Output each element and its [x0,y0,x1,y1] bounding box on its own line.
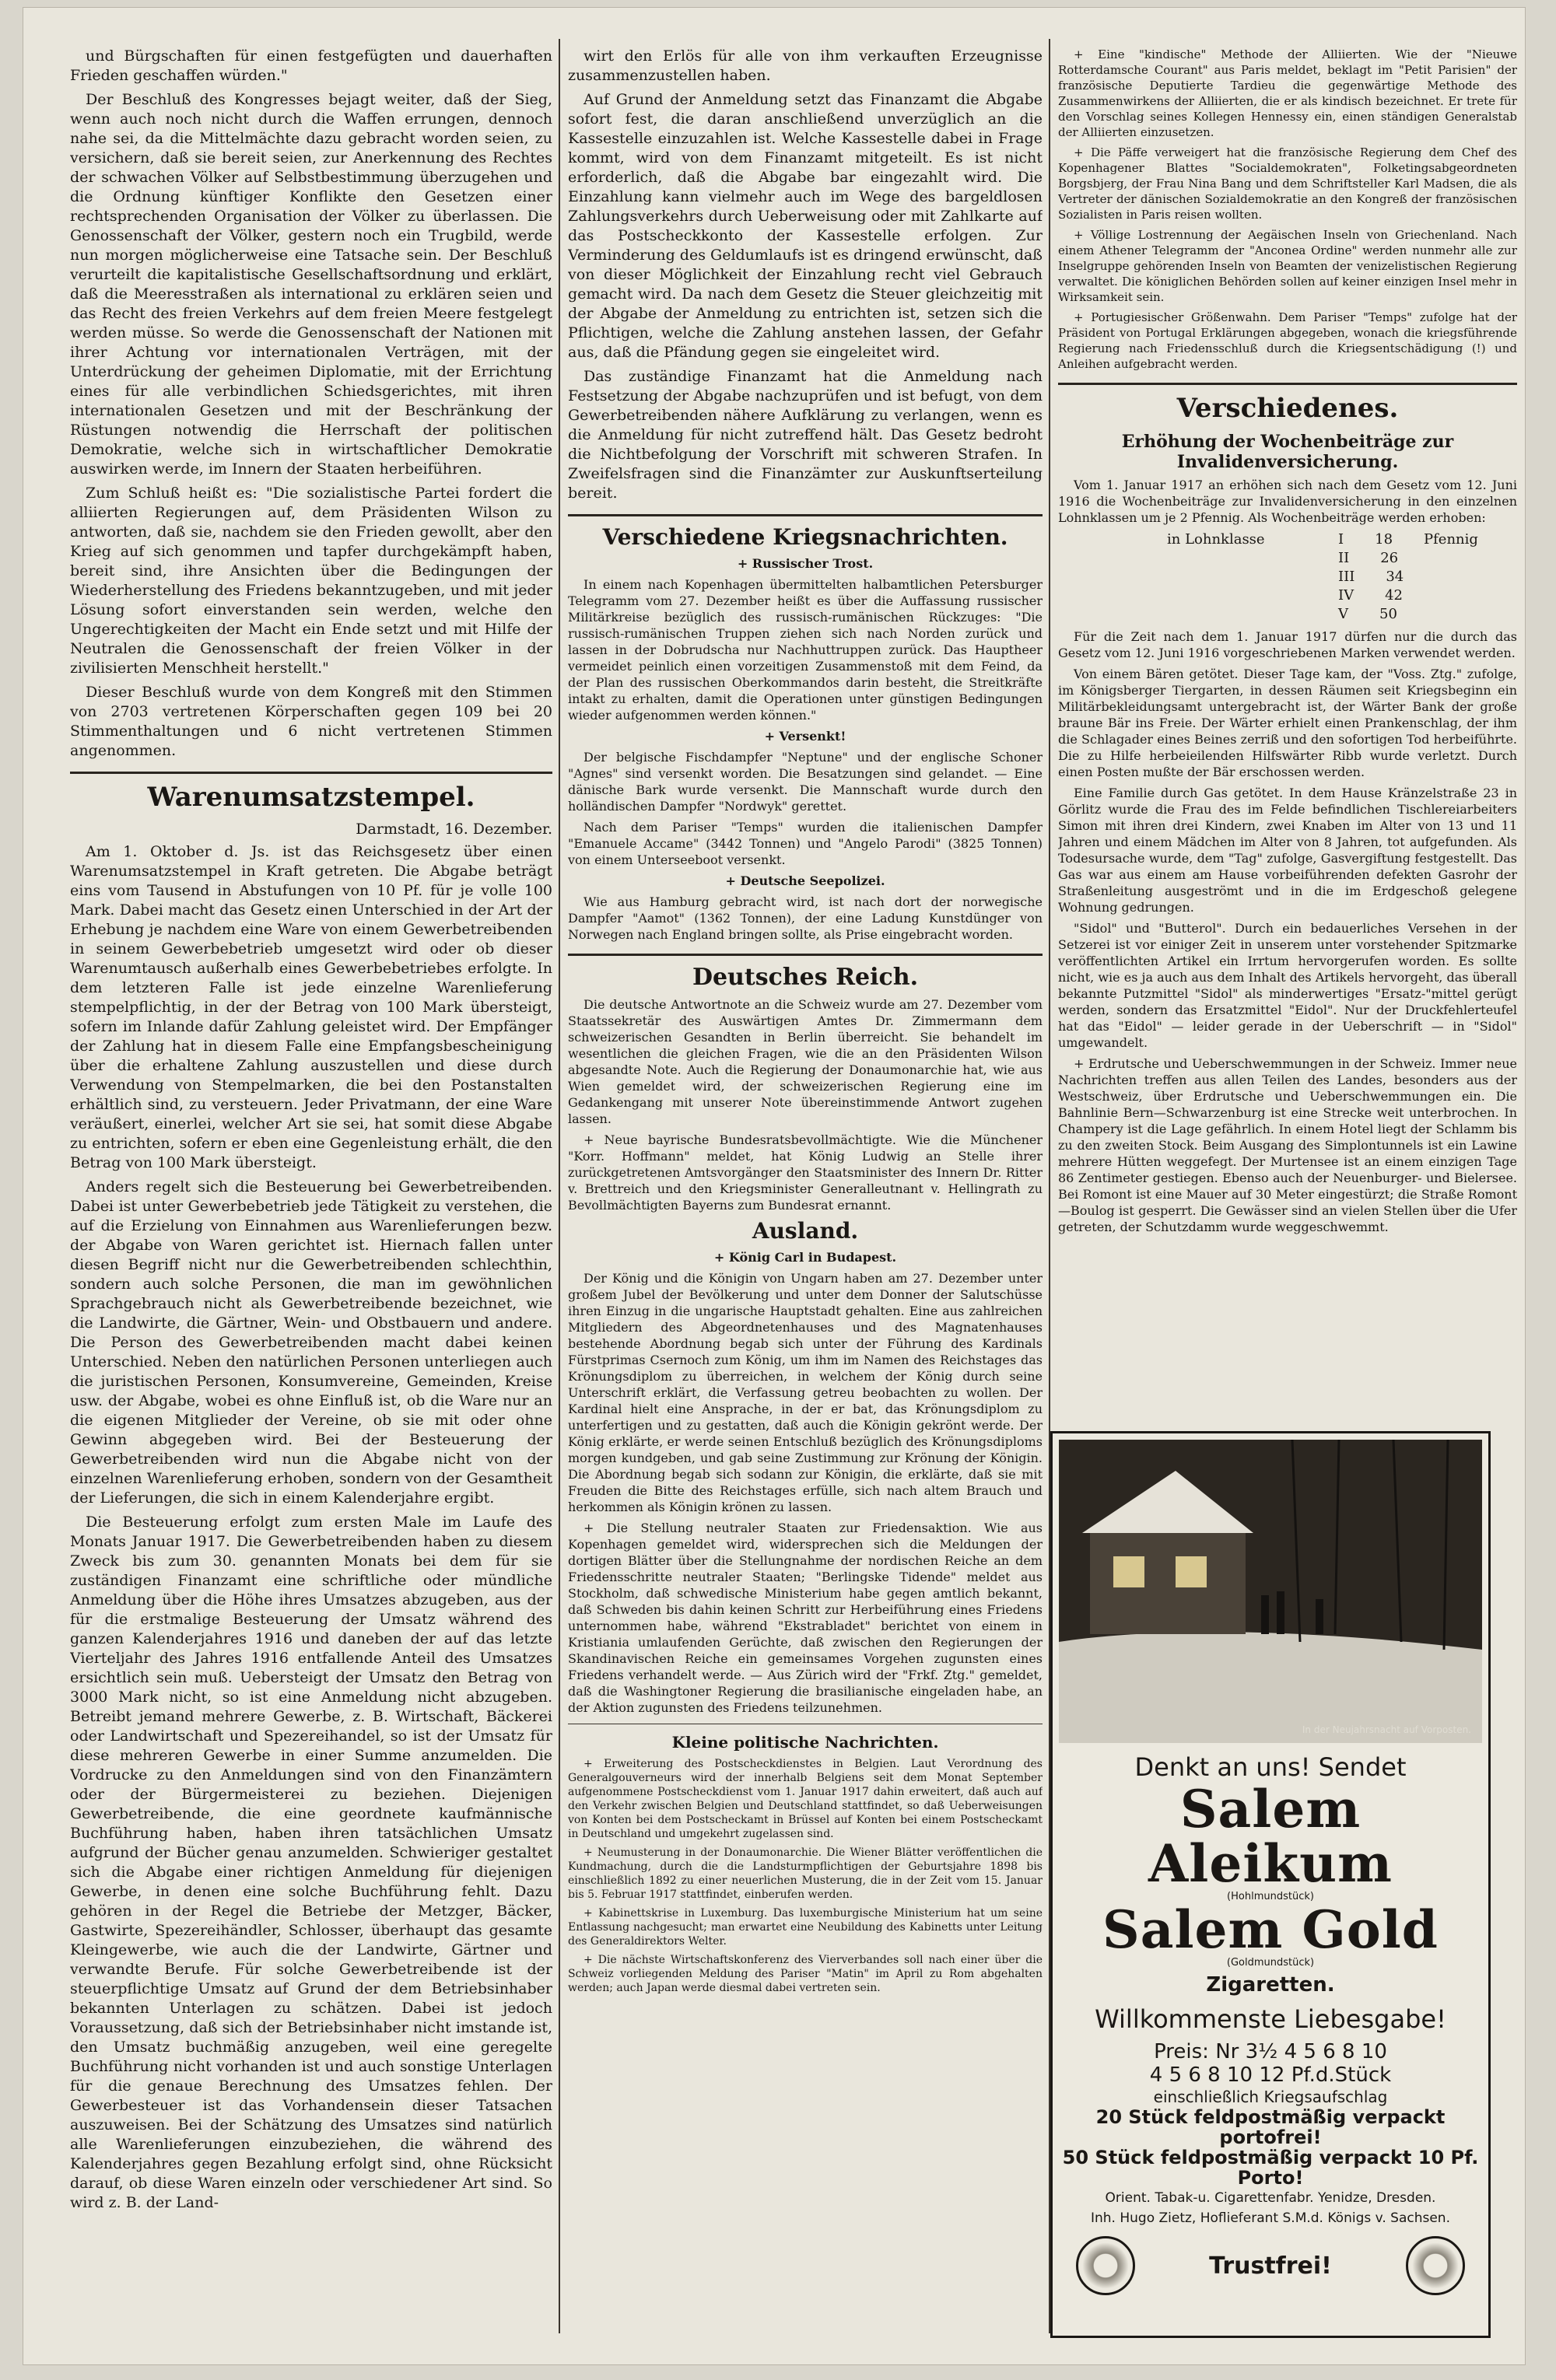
contribution-table [1167,530,1517,624]
table-row [1167,568,1517,586]
paragraph: Für die Zeit nach dem 1. Januar 1917 dürfen nur die durch das Gesetz vom 12. Juni 1916 vorgeschriebenen Marken verwendet werden. [1058,629,1517,660]
ad-greeting: Willkommenste Liebesgabe! [1095,2004,1446,2034]
misc-news [1058,477,1517,1235]
section-divider [568,514,1043,516]
paragraph: + Eine "kindische" Methode der Alliierten. Wie der "Nieuwe Rotterdamsche Courant" aus Paris meldet, beklagt im "Petit Parisien" der französische Deputierte Tardieu die gegenwärtige Methode des Zusammenwirkens der Alliierten, die er als kindisch bezeichnet. Er trete für den Vorschlag seines Kollegen Hennessy ein, einen ständigen Generalstab der Alliierten einzusetzen. [1058,47,1517,139]
paragraph: Das zuständige Finanzamt hat die Anmeldung nach Festsetzung der Abgabe nachzuprüfen und ist befugt, von dem Gewerbetreibenden nähere Aufklärung zu verlangen, wenn es die Anmeldung für nicht zutreffend hält. Das Gesetz bedroht die Nichtbefolgung der Vorschrift mit schweren Strafen. In Zweifelsfragen sind die Finanzämter zur Auskunftserteilung bereit. [568,368,1043,502]
ad-trust: Trustfrei! [1209,2252,1332,2280]
paragraph: In einem nach Kopenhagen übermittelten halbamtlichen Petersburger Telegramm vom 27. Dezember heißt es über die Auffassung russischer Militärkreise bezüglich des russisch-rumänischen Rückzuges: "Die russisch-rumänischen Truppen ziehen sich nach Norden zurück und lassen in der Dobrudscha nur Nachhuttruppen zurück. Das Hauptheer vermeidet peinlich einen vorzeitigen Zusammenstoß mit dem Feind, da der Plan des russischen Oberkommandos darin besteht, die Streitkräfte intakt zu erhalten, damit die Operationen unter günstigen Bedingungen wieder aufgenommen werden können." [568,577,1043,723]
table-cell: V [1338,606,1348,622]
ad-brand-gold: Salem Gold [1102,1899,1439,1960]
paragraph: Dieser Beschluß wurde von dem Kongreß mit den Stimmen von 2703 vertretenen Körperschaften gegen 109 bei 20 Stimmenthaltungen und 6 nicht vertretenen Stimmen angenommen. [70,684,552,759]
paragraph: wirt den Erlös für alle von ihm verkauften Erzeugnisse zusammenzustellen haben. [568,47,1043,84]
ausland-news [568,1249,1043,1716]
table-unit: Pfennig [1424,531,1478,548]
ad-maker: Inh. Hugo Zietz, Hoflieferant S.M.d. Königs v. Sachsen. [1090,2210,1450,2226]
ad-brand-aleikum: Salem Aleikum [1148,1779,1393,1894]
table-cell: 50 [1379,606,1397,622]
paragraph: Auf Grund der Anmeldung setzt das Finanzamt die Abgabe sofort fest, die daran anschließend unverzüglich an die Kassestelle einzuzahlen ist. Welche Kassestelle dabei in Frage kommt, wird von dem Finanzamt mitgeteilt. Es ist nicht erforderlich, daß die Abgabe bar eingezahlt wird. Die Einzahlung kann vielmehr auch im Wege des bargeldlosen Zahlungsverkehrs durch Ueberweisung oder mit Zahlkarte auf das Postscheckkonto der Kassestelle erfolgen. Zur Verminderung des Geldumlaufs ist es dringend erwünscht, daß von dieser Möglichkeit der Einzahlung recht viel Gebrauch gemacht wird. Da nach dem Gesetz die Steuer gleichzeitig mit der Abgabe der Anmeldung zu entrichten ist, setzen sich die Pflichtigen, welche die Zahlung anstehen lassen, der Gefahr aus, daß die Pfändung gegen sie eingeleitet wird. [568,91,1043,361]
politic-news [568,1757,1043,1995]
table-row [1167,549,1517,568]
price-unit: Pf.d.Stück [1291,2063,1392,2087]
paragraph: + Neue bayrische Bundesratsbevollmächtigte. Wie die Münchener "Korr. Hoffmann" meldet, hat König Ludwig an Stelle ihrer zurückgetretenen Amtsvorgänger den Staatsminister des Innern Dr. Ritter v. Brettreich und den Kriegsminister Generalleutnant v. Hellingrath zu Bevollmächtigten Bayerns zum Bundesrat ernannt. [568,1132,1043,1213]
paragraph: Anders regelt sich die Besteuerung bei Gewerbetreibenden. Dabei ist unter Gewerbebetrieb jede Tätigkeit zu verstehen, die auf die Erzielung von Einnahmen aus Warenlieferungen bezw. der Abgabe von Waren gerichtet ist. Hiernach fallen unter diesen Begriff nicht nur die Gewerbetreibenden schlechthin, sondern auch solche Personen, die man im gewöhnlichen Sprachgebrauch nicht als Gewerbetreibende bezeichnet, wie die Landwirte, die Gärtner, Wein- und Obstbauern und andere. Die Person des Gewerbetreibenden macht dabei keinen Unterschied. Neben den natürlichen Personen unterliegen auch die juristischen Personen, Konsumvereine, Gemeinden, Kreise usw. der Abgabe, wobei es ohne Einfluß ist, ob die Ware nur an die eigenen Mitglieder der Vereine, ob sie mit oder ohne Gewinn abgegeben wird. Bei der Besteuerung der Gewerbetreibenden wird nun die Abgabe nicht von der einzelnen Warenlieferung erhoben, sondern von der Gesamtheit der Lieferungen, die sich in einem Kalenderjahre ergibt. [70,1178,552,1507]
ad-brand-sub: (Goldmundstück) [1226,1957,1315,1969]
paragraph: + Erdrutsche und Ueberschwemmungen in der Schweiz. Immer neue Nachrichten treffen aus allen Teilen des Landes, besonders aus der Westschweiz, über Erdrutsche und Ueberschwemmungen ein. Die Bahnlinie Bern—Schwarzenburg ist eine Strecke weit unterbrochen. In Champery ist die Lage gefährlich. In einem Hotel liegt der Schlamm bis zu den zweiten Stock. Beim Ausgang des Simplontunnels ist ein Lawine mehrere Hütten weggefegt. Der Murtensee ist an einem einzigen Tage 86 Zentimeter gestiegen. Ebenso auch der Neuenburger- und Bielersee. Bei Romont ist eine Mauer auf 30 Meter eingestürzt; die Straße Romont—Boulog ist gesperrt. Die Gewässer sind an vielen Stellen über die Ufer getreten, der Schutzdamm wurde weggeschwemmt. [1058,1056,1517,1234]
paragraph: + Völlige Lostrennung der Aegäischen Inseln von Griechenland. Nach einem Athener Telegramm der "Anconea Ordine" werden nunmehr alle zur Inselgruppe gehörenden Inseln von Beamten der venizelistischen Regierung verwaltet. Die königlichen Behörden sollen auf keiner einzigen Insel mehr in Wirksamkeit sein. [1058,228,1517,304]
ad-illustration [1059,1440,1482,1743]
table-cell: 18 [1375,531,1393,548]
seal-icon [1406,2236,1465,2295]
subheading: + König Carl in Budapest. [713,1250,897,1265]
price-label: Preis: Nr [1154,2040,1239,2063]
reich-news [568,996,1043,1213]
column-rule [559,39,560,2333]
section-divider [70,772,552,774]
paragraph: + Kabinettskrise in Luxemburg. Das luxemburgische Ministerium hat um seine Entlassung nachgesucht; man erwartet eine Neubildung des Kabinetts unter Leitung des Generaldirektors Welter. [568,1907,1043,1948]
winter-scene-illustration [1059,1440,1482,1743]
ad-offer: 20 Stück feldpostmäßig verpackt portofrei! [1095,2106,1446,2148]
ad-product: Zigaretten. [1206,1973,1335,1997]
paragraph: + Portugiesischer Größenwahn. Dem Pariser "Temps" zufolge hat der Präsident von Portugal Erklärungen abgegeben, wonach die kriegsführende Regierung nach Friedensschluß durch die Kriegsentschädigung (!) und Anleihen aufgebracht werden. [1058,310,1517,371]
advertisement-salem [1050,1431,1491,2338]
table-label: in Lohnklasse [1167,531,1265,548]
paragraph: Von einem Bären getötet. Dieser Tage kam, der "Voss. Ztg." zufolge, im Königsberger Tiergarten, in dessen Räumen seit Kriegsbeginn ein Militärbekleidungsamt untergebracht ist, der Wärter Bank der große braune Bär ins Freie. Der Wärter erhielt einen Prankenschlag, der ihm die Schlagader eines Beines zerriß und den sofortigen Tod herbeiführte. Die zu Hilfe herbeieilenden Hilfswärter Ribb wurde verletzt. Durch einen Posten mußte der Bär erschossen werden. [1058,667,1517,779]
section-divider [568,954,1043,956]
section-title-kleine-nachrichten: Kleine politische Nachrichten. [671,1733,939,1752]
paragraph: + Erweiterung des Postscheckdienstes in Belgien. Laut Verordnung des Generalgouverneurs wird der innerhalb Belgiens seit dem Monat September aufgenommene Postscheckdienst vom 1. Januar 1917 dahin erweitert, daß auch auf den Verkehr zwischen Belgien und Deutschland stattfindet, so daß Ueberweisungen von Konten bei dem Postscheckamt in Brüssel auf Konten bei einem Postscheckamt in Deutschland und umgekehrt zugelassen sind. [568,1758,1043,1840]
seal-icon [1076,2236,1135,2295]
paragraph: Eine Familie durch Gas getötet. In dem Hause Kränzelstraße 23 in Görlitz wurde die Frau des im Felde befindlichen Tischlereiarbeiters Simon mit ihren drei Kindern, zwei Knaben im Alter von 13 und 11 Jahren und einem Mädchen im Alter von 8 Jahren, tot aufgefunden. Als Todesursache wurde, dem "Tag" zufolge, Gasvergiftung festgestellt. Das Gas war aus einem am Hause vorbeiführenden defekten Gasrohr der Straßenleitung ausgeströmt und in die im Erdgeschoß gelegene Wohnung gedrungen. [1058,786,1517,915]
paragraph: Der König und die Königin von Ungarn haben am 27. Dezember unter großem Jubel der Bevölkerung und unter dem Donner der Salutschüsse ihren Einzug in die ungarische Hauptstadt gehalten. Eine aus zahlreichen Mitgliedern des Abgeordnetenhauses und des Magnatenhauses bestehende Abordnung begab sich unter der Führung des Kardinals Fürstprimas Csernoch zum König, um ihm im Namen des Reichstages das Krönungsdiplom zu überreichen, in welchem der König durch seine Unterschrift erklärt, die Verfassung getreu beobachten zu wollen. Der Kardinal hielt eine Ansprache, in der er bat, das Krönungsdiplom zu unterfertigen und zu gestatten, daß auch die Königin gekrönt werde. Der König erklärte, er werde seinen Entschluß bezüglich des Krönungsdiploms morgen kundgeben, und gab seine Zustimmung zur Krönung der Königin. Die Abordnung begab sich sodann zur Königin, die erklärte, daß sie mit Freuden die Bitte des Reichstages erfülle, sich nach altem Brauch und herkommen als Königin krönen zu lassen. [568,1271,1043,1514]
ad-offer: 50 Stück feldpostmäßig verpackt 10 Pf. Porto! [1062,2147,1479,2189]
subheading-invalidenversicherung: Erhöhung der Wochenbeiträge zur Invalidenversicherung. [1121,432,1454,472]
table-cell: III [1338,569,1355,585]
paragraph: Wie aus Hamburg gebracht wird, ist nach dort der norwegische Dampfer "Aamot" (1362 Tonnen), der eine Ladung Kunstdünger von Norwegen nach England bringen sollte, als Prise eingebracht worden. [568,894,1043,942]
price-values: 4 5 6 8 10 12 [1149,2063,1285,2087]
table-cell: IV [1338,587,1354,604]
paragraph: + Die nächste Wirtschaftskonferenz des Vierverbandes soll nach einer über die Schweiz vorliegenden Meldung des Pariser "Matin" im April zu Rom abgehalten werden; auch Japan werde diesmal dabei vertreten sein. [568,1954,1043,1994]
section-title-ausland: Ausland. [752,1218,859,1244]
paragraph: Nach dem Pariser "Temps" wurden die italienischen Dampfer "Emanuele Accame" (3442 Tonnen) und "Angelo Parodi" (3825 Tonnen) von einem Unterseeboot versenkt. [568,820,1043,867]
table-row [1167,605,1517,624]
section-title-verschiedenes: Verschiedenes. [1176,393,1399,424]
top-news [1058,47,1517,372]
ad-headline: Denkt an uns! Sendet [1134,1752,1407,1782]
subheading: + Russischer Trost. [737,556,874,571]
column-middle [568,47,1043,2333]
paragraph: Vom 1. Januar 1917 an erhöhen sich nach dem Gesetz vom 12. Juni 1916 die Wochenbeiträge zur Invalidenversicherung in den einzelnen Lohnklassen um je 2 Pfennig. Als Wochenbeiträge werden erhoben: [1058,478,1517,525]
section-divider [1058,383,1517,385]
table-row [1167,530,1517,549]
table-cell: 42 [1385,587,1404,604]
paragraph: "Sidol" und "Butterol". Durch ein bedauerliches Versehen in der Setzerei ist vor einiger Zeit in unserem unter vorstehender Spitzmarke veröffentlichten Artikel ein Irrtum hervorgerufen worden. Es sollte nicht, wie es ja auch aus dem Inhalt des Artikels hervorgeht, das überall bekannte Putzmittel "Sidol" als minderwertiges "Ersatz-"mittel gerügt werden, sondern das Ersatzmittel "Eidol". Nur der Druckfehlerteufel hat das "Eidol" — leider gerade in der Ueberschrift — in "Sidol" umgewandelt. [1058,921,1517,1050]
section-title-warenumsatzstempel: Warenumsatzstempel. [147,782,475,813]
section-title-deutsches-reich: Deutsches Reich. [692,964,919,991]
table-cell: II [1338,550,1350,566]
subheading: + Versenkt! [764,729,846,744]
paragraph: Zum Schluß heißt es: "Die sozialistische Partei fordert die alliierten Regierungen auf, dem Präsidenten Wilson zu antworten, daß sie, nachdem sie den Frieden gewollt, aber den Krieg auf sich genommen und tapfer durchgekämpft haben, bereit sind, ihre Ansichten über die Bedingungen der Wiederherstellung des Friedens bekanntzugeben, und mit jeder Lösung sofort einverstanden sein werden, welche den Ungerechtigkeiten der Macht ein Ende setzt und mit Hilfe der Neutralen die Genossenschaft der freien Völker in der zivilisierten Menschheit herstellt." [70,485,552,677]
table-cell: 34 [1386,569,1404,585]
section-title-kriegsnachrichten: Verschiedene Kriegsnachrichten. [602,524,1008,550]
column-right [1058,47,1517,1423]
paragraph: Der Beschluß des Kongresses bejagt weiter, daß der Sieg, wenn auch noch nicht durch die Waffen errungen, dennoch nahe sei, da die Mittelmächte dazu gebracht worden seien, zu versichern, daß sie bereit seien, zur Anerkennung des Rechtes der schwachen Völker auf Selbstbestimmung überzugehen und die Ordnung künftiger Konflikte den Gesetzen einer rechtsprechenden Organisation der Völker zu überlassen. Die Genossenschaft der Völker, gestern noch ein Trugbild, werde nun morgen möglicherweise eine Tatsache sein. Der Beschluß verurteilt die kapitalistische Gesellschaftsordnung und erklärt, daß die Meeresstraßen als international zu erklären seien und das Recht des freien Verkehrs auf dem freien Meere festgelegt werden müsse. So werde die Genossenschaft der Nationen mit ihrer Achtung vor internationalen Verträgen, mit der Unterdrückung der geheimen Diplomatie, mit der Errichtung eines für alle verbindlichen Schiedsgerichtes, mit ihren internationalen Gesetzen und mit der Beschränkung der Rüstungen notwendig die Herrschaft der politischen Demokratie, welche sich in wirtschaftlicher Demokratie auswirken werde, im Innern der Staaten herbeiführen. [70,91,552,478]
ad-brand-sub: (Hohlmundstück) [1227,1891,1314,1902]
table-row [1167,586,1517,605]
column-left [70,47,552,2333]
paragraph: Die Besteuerung erfolgt zum ersten Male im Laufe des Monats Januar 1917. Die Gewerbetreibenden haben zu diesem Zweck bis zum 30. genannten Monats bei dem für sie zuständigen Finanzamt eine schriftliche oder mündliche Anmeldung über die Höhe ihres Umsatzes abzugeben, aus der für die erstmalige Besteuerung der Umsatz während des ganzen Kalenderjahres 1916 und daneben der auf das letzte Vierteljahr des Jahres 1916 entfallende Anteil des Umsatzes ersichtlich sein muß. Uebersteigt der Umsatz den Betrag von 3000 Mark nicht, so ist eine Anmeldung nicht abzugeben. Betreibt jemand mehrere Gewerbe, z. B. Wirtschaft, Bäckerei oder Landwirtschaft und Spezereihandel, so ist der Umsatz für diese mehreren Gewerbe in einer Summe anzumelden. Die Vordrucke zu den Anmeldungen sind von den Finanzämtern oder der Bürgermeisterei zu beziehen. Diejenigen Gewerbetreibende, die eine geordnete kaufmännische Buchführung haben, haben ihren tatsächlichen Umsatz aufgrund der Bücher genau anzumelden. Schwieriger gestaltet sich die Abgabe einer richtigen Anmeldung für diejenigen Gewerbe, in denen eine solche Buchführung fehlt. Dazu gehören in der Regel die Betriebe der Metzger, Bäcker, Gastwirte, Spezereihändler, Schlosser, überhaupt das gesamte Kleingewerbe, wie auch die der Landwirte, Gärtner und verwandte Berufe. Für solche Gewerbetreibende ist der steuerpflichtige Umsatz auf Grund der dem Betriebsinhaber bekannten Unterlagen zu schätzen. Dabei ist jedoch Voraussetzung, daß sich der Betriebsinhaber nicht imstande ist, den Umsatz buchmäßig anzugeben, weil eine geregelte Buchführung nicht vorhanden ist und auch sonstige Unterlagen für die genaue Berechnung des Umsatzes fehlen. Der Gewerbesteuer ist das Vorhandensein dieser Tatsachen auszuweisen. Bei der Schätzung des Umsatzes sind natürlich alle Warenlieferungen einzubeziehen, die während des Kalenderjahres gegen Bezahlung erfolgt sind, ohne Rücksicht darauf, ob diese Waren einzeln oder verschiedener Art sind. So wird z. B. der Land- [70,1514,552,2211]
table-cell: I [1338,531,1344,548]
paragraph: + Die Päffe verweigert hat die französische Regierung dem Chef des Kopenhagener Blattes "Socialdemokraten", Folketingsabgeordneten Borgsbjerg, der Frau Nina Bang und dem Schriftsteller Karl Madsen, die als Vertreter der dänischen Sozialdemokratie an den Kongreß der französischen Sozialisten in Paris reisen wollten. [1058,145,1517,222]
ad-maker: Orient. Tabak-u. Cigarettenfabr. Yenidze, Dresden. [1105,2190,1436,2206]
price-note: einschließlich Kriegsaufschlag [1153,2088,1388,2106]
ad-footer [1053,2228,1488,2303]
paragraph: Die deutsche Antwortnote an die Schweiz wurde am 27. Dezember vom Staatssekretär des Auswärtigen Amtes Dr. Zimmermann dem schweizerischen Gesandten in Berlin überreicht. Sie behandelt im wesentlichen die gleichen Fragen, wie die an den Präsidenten Wilson abgesandte Note. Auch die Regierung der Donaumonarchie hat, wie aus Wien gemeldet wird, der schweizerischen Regierung eine im Gedankengang mit unserer Note übereinstimmende Antwort zugehen lassen. [568,997,1043,1126]
paragraph: + Neumusterung in der Donaumonarchie. Die Wiener Blätter veröffentlichen die Kundmachung, durch die die Landsturmpflichtigen der Geburtsjahre 1898 bis einschließlich 1892 zu einer neuerlichen Musterung, die in der Zeit vom 15. Januar bis 5. Februar 1917 stattfindet, einberufen werden. [568,1846,1043,1901]
war-news [568,555,1043,943]
table-cell: 26 [1380,550,1399,566]
paragraph: + Die Stellung neutraler Staaten zur Friedensaktion. Wie aus Kopenhagen gemeldet wird, widersprechen sich die Meldungen der dortigen Blätter über die Stellungnahme der nordischen Reiche an dem Friedensschritte neutraler Staaten; "Berlingske Tidende" meldet aus Stockholm, daß schwedische Ministerium habe gegen amtlich bekannt, daß Schweden bis dahin keinen Schritt zur Herbeiführung eines Friedens unternommen habe, während "Ekstrabladet" berichtet von einem in Kristiania umlaufenden Gerüchte, daß zwischen den Regierungen der Skandinavischen Reiche ein gemeinsames Vorgehen zugunsten eines Friedens verhandelt werde. — Aus Zürich wird der "Frkf. Ztg." gemeldet, daß die Washingtoner Regierung die brasilianische eingeladen habe, an der Aktion zugunsten des Friedens teilzunehmen. [568,1521,1043,1715]
paragraph: und Bürgschaften für einen festgefügten und dauerhaften Frieden geschaffen würden." [70,47,552,84]
dateline: Darmstadt, 16. Dezember. [356,821,552,838]
ad-prices [1053,2040,1488,2087]
subheading: + Deutsche Seepolizei. [725,873,885,888]
ad-caption: In der Neujahrsnacht auf Vorposten. [1302,1724,1471,1735]
price-numbers: 3½ 4 5 6 8 10 [1245,2040,1387,2063]
paragraph: Der belgische Fischdampfer "Neptune" und der englische Schoner "Agnes" sind versenkt worden. Die Besatzungen sind gelandet. — Eine dänische Bark wurde versenkt. Die Mannschaft wurde durch den holländischen Dampfer "Nordwyk" gerettet. [568,750,1043,814]
paragraph: Am 1. Oktober d. Js. ist das Reichsgesetz über einen Warenumsatzstempel in Kraft getreten. Die Abgabe beträgt eins vom Tausend in Abstufungen von 10 Pf. für je volle 100 Mark. Dabei macht das Gesetz einen Unterschied in der Art der Erhebung je nachdem eine Ware von einem Gewerbetreibenden in seinem Gewerbebetrieb umgesetzt wird oder ob dieser Warenumtausch außerhalb eines Gewerbebetriebes erfolgte. In dem letzteren Falle ist jede einzelne Warenlieferung stempelpflichtig, in der der Betrag von 100 Mark übersteigt, sofern im Inlande dafür Zahlung geleistet wird. Der Empfänger der Zahlung hat in diesem Falle eine Empfangsbescheinigung über die erhaltene Zahlung auszustellen und diese durch Verwendung von Stempelmarken, die bei den Postanstalten erhältlich sind, zu versteuern. Jeder Privatmann, der eine Ware veräußert, einerlei, welcher Art sie sei, hat somit diese Abgabe zu entrichten, sofern er eben eine Gegenleistung erhält, die den Betrag von 100 Mark übersteigt. [70,843,552,1171]
